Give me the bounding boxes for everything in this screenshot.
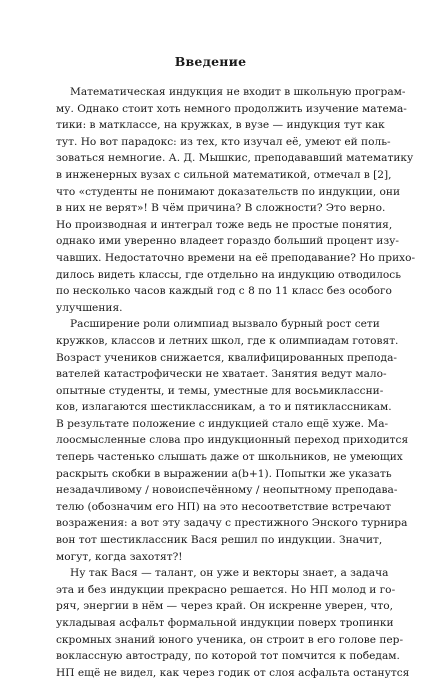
text-line: лоосмысленные слова про индукционный переход приходится — [56, 434, 409, 447]
text-line: вателей катастрофически не хватает. Занятия ведут мало- — [56, 368, 387, 381]
text-line: эта и без индукции прекрасно решается. Но НП молод и го- — [56, 583, 396, 596]
text-line: в них не верят»! В чём причина? В сложности? Это верно. — [56, 202, 386, 215]
text-line: Но производная и интеграл тоже ведь не простые понятия, — [56, 218, 393, 231]
text-line: незадачливому / новоиспечённому / неопытному преподава- — [56, 484, 398, 497]
text-line: Математическая индукция не входит в школьную програм- — [70, 86, 406, 98]
text-line: Расширение роли олимпиад вызвало бурный рост сети — [70, 318, 380, 331]
text-line: улучшения. — [56, 301, 123, 314]
text-line: укладывая асфальт формальной индукции поверх тропинки — [56, 617, 394, 629]
text-line: чавших. Недостаточно времени на её преподавание? Но прихо- — [56, 251, 416, 264]
text-line: ряч, энергии в нём — через край. Он искренне уверен, что, — [56, 600, 393, 613]
text-line: опытные студенты, и темы, уместные для восьмиклассни- — [56, 384, 384, 397]
text-line: однако ими уверенно владеет гораздо больший процент изу- — [56, 235, 399, 248]
body-text — [56, 84, 416, 681]
text-line: Возраст учеников снижается, квалифицированных препода- — [56, 351, 397, 364]
text-line: ков, излагаются шестиклассникам, а то и пятиклассникам. — [56, 401, 392, 414]
text-line: НП ещё не видел, как через годик от слоя асфальта останутся — [56, 666, 410, 679]
text-line: раскрыть скобки в выражении a(b+1). Попытки же указать — [56, 467, 392, 480]
text-line: воклассную автостраду, по которой тот помчится к победам. — [56, 650, 400, 663]
text-line: могут, когда захотят?! — [56, 550, 183, 563]
text-line: в инженерных вузах с сильной математикой, отмечал в [2], — [56, 168, 392, 181]
text-line: кружков, классов и летних школ, где к олимпиадам готовят. — [56, 334, 399, 347]
text-line: теперь частенько слышать даже от школьников, не умеющих — [56, 451, 403, 464]
text-line: тики: в матклассе, на кружках, в вузе — индукция тут как — [56, 119, 385, 132]
text-line: дилось видеть классы, где отдельно на индукцию отводилось — [56, 268, 401, 281]
text-line: му. Однако стоит хоть немного продолжить изучение матема- — [56, 102, 407, 115]
text-line: вон тот шестиклассник Вася решил по индукции. Значит, — [56, 534, 383, 547]
text-line: возражения: а вот эту задачу с престижного Энского турнира — [56, 517, 408, 530]
text-line: В результате положение с индукцией стало ещё хуже. Ма- — [56, 417, 389, 430]
text-line: по несколько часов каждый год с 8 по 11 класс без особого — [56, 285, 392, 298]
text-line: что «студенты не понимают доказательств по индукции, они — [56, 185, 401, 198]
text-line: Ну так Вася — талант, он уже и векторы знает, а задача — [70, 567, 389, 580]
text-line: зоваться немногие. А. Д. Мышкис, преподававший математику — [56, 152, 414, 165]
page-title: Введение — [174, 54, 247, 69]
text-line: скромных знаний юного ученика, он строит в его голове пер- — [56, 633, 404, 646]
text-line: тут. Но вот парадокс: из тех, кто изучал её, умеют ей поль- — [56, 135, 391, 148]
text-line: телю (обозначим его НП) на это несоответствие встречают — [56, 500, 392, 513]
